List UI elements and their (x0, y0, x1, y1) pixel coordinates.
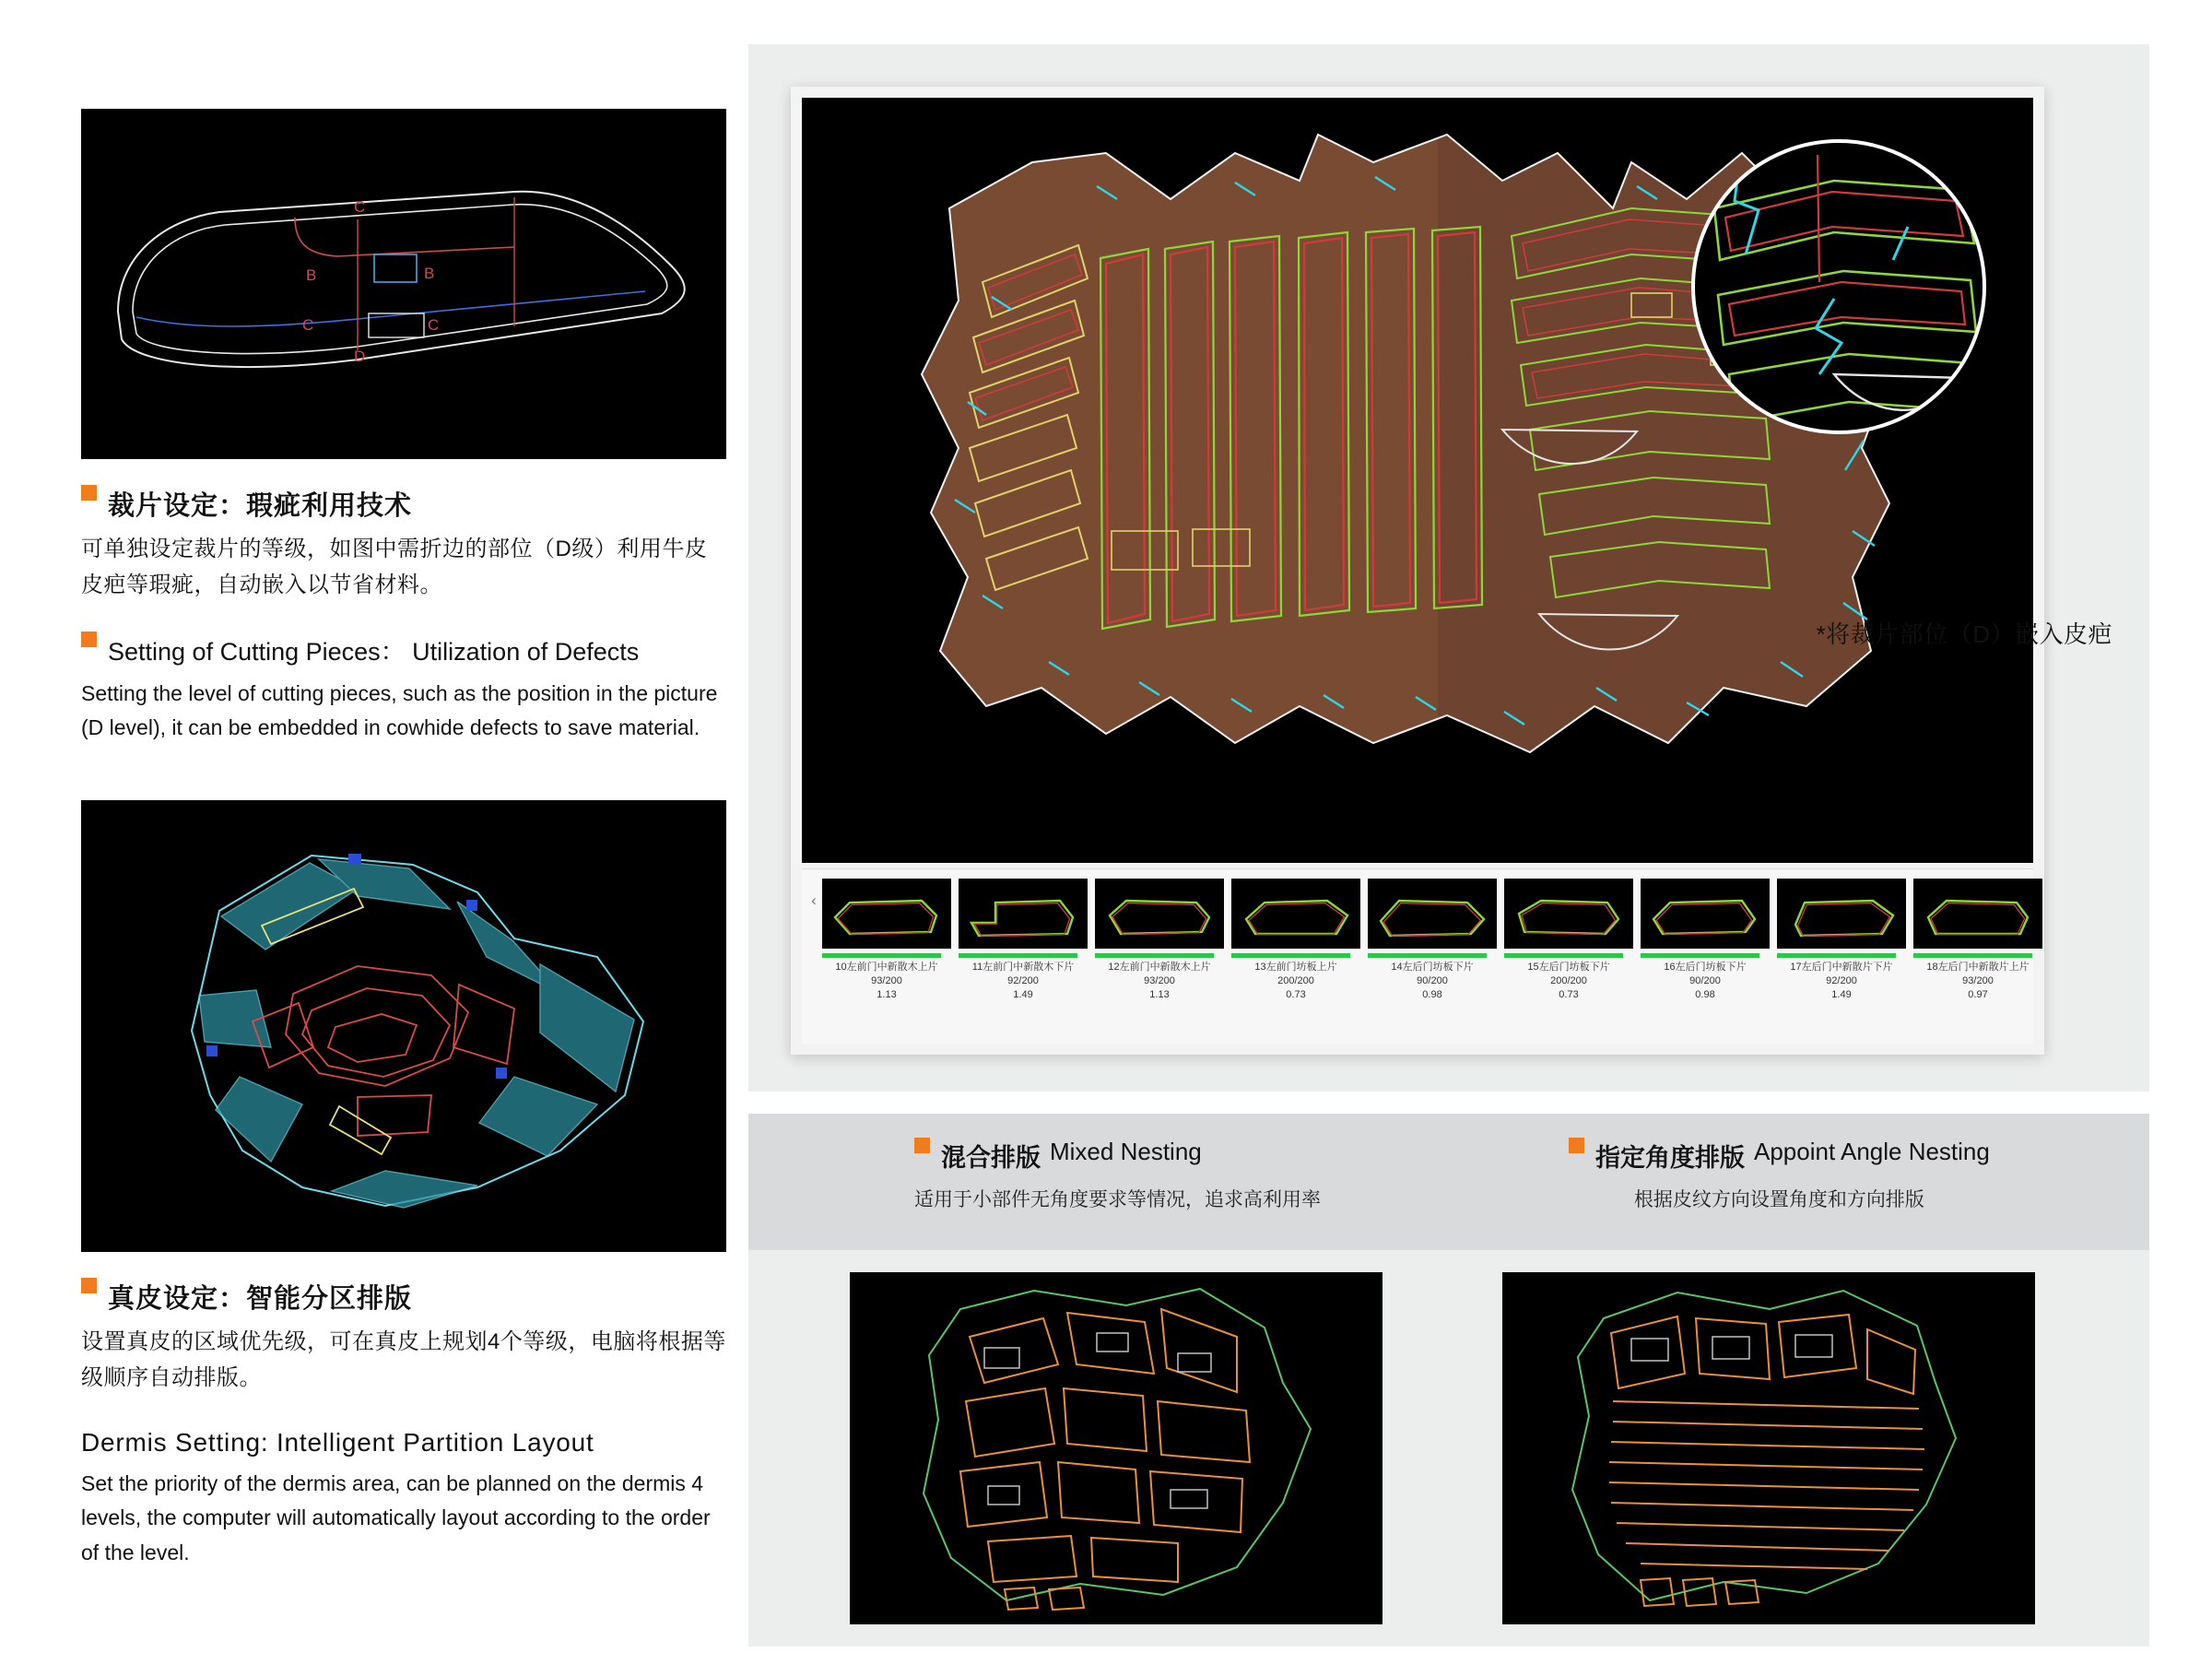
svg-text:C: C (428, 316, 440, 334)
bullet-icon (81, 485, 97, 501)
thumbnail-preview[interactable] (1641, 879, 1770, 949)
bullet-icon (81, 631, 97, 647)
thumbnail-ratio: 93/200 (1962, 974, 1994, 986)
thumbnail-progress-bar (1368, 953, 1487, 958)
nesting-main-window (791, 87, 2044, 1055)
thumbnail-preview[interactable] (1777, 879, 1906, 949)
bullet-icon (1569, 1138, 1584, 1153)
thumbnail-title: 13左前门坊板上片 (1254, 962, 1337, 973)
pieces-thumbnail-strip[interactable] (802, 868, 2033, 1045)
thumbnail-progress-bar (959, 953, 1077, 958)
angle-nesting-heading: 指定角度排版 Appoint Angle Nesting (1569, 1138, 1990, 1174)
section2-heading-en: Dermis Setting: Intelligent Partition Layout (81, 1428, 594, 1457)
thumbnail-item[interactable] (1777, 879, 1906, 1002)
thumbnail-ratio: 200/200 (1550, 974, 1587, 986)
bullet-icon (914, 1138, 930, 1153)
mixed-nesting-col (914, 1138, 1321, 1212)
mixed-nesting-preview (850, 1272, 1382, 1624)
thumbnail-item[interactable] (1641, 879, 1770, 1002)
thumbnail-value: 0.97 (1968, 988, 1988, 1000)
thumbnail-value: 0.73 (1559, 988, 1579, 1000)
thumbnail-progress-bar (1231, 953, 1350, 958)
thumbnail-caption (822, 961, 951, 1002)
thumbnail-list (822, 879, 2042, 1002)
thumbnail-progress-bar (822, 953, 941, 958)
thumbnail-ratio: 92/200 (1826, 974, 1857, 986)
thumbnail-title: 18左后门中新散片上片 (1926, 962, 2030, 973)
thumbnail-title: 17左后门中新散片下片 (1790, 962, 1893, 973)
thumbnail-caption (1504, 961, 1633, 1002)
nesting-mode-band (748, 1114, 2149, 1250)
thumbnail-caption (959, 961, 1088, 1002)
thumbnail-progress-bar (1095, 953, 1214, 958)
thumbnail-title: 15左后门坊板下片 (1527, 962, 1610, 973)
nesting-app-card (748, 44, 2149, 1092)
thumbnail-title: 11左前门中新散木下片 (971, 962, 1075, 973)
thumbnail-caption (1095, 961, 1224, 1002)
svg-text:B: B (424, 265, 435, 282)
thumbnail-preview[interactable] (1368, 879, 1497, 949)
section2-body-en: Set the priority of the dermis area, can be planned on the dermis 4 levels, the computer will automatically layout according to the order of the level. (81, 1471, 711, 1564)
thumbnail-value: 0.98 (1422, 988, 1442, 1000)
thumbnail-title: 10左前门中新散木上片 (835, 962, 938, 973)
thumbnail-item[interactable] (1913, 879, 2042, 1002)
thumbnail-ratio: 93/200 (1144, 974, 1175, 986)
svg-text:C: C (302, 316, 314, 334)
section1-body-cn: 可单独设定裁片的等级，如图中需折边的部位（D级）利用牛皮皮疤等瑕疵，自动嵌入以节省材料。 (81, 537, 708, 597)
thumbnail-preview[interactable] (822, 879, 951, 949)
nesting-canvas[interactable] (802, 98, 2033, 863)
thumbnail-preview[interactable] (1231, 879, 1360, 949)
thumbnail-progress-bar (1641, 953, 1759, 958)
bottom-previews (748, 1250, 2149, 1646)
thumbnail-item[interactable] (1231, 879, 1360, 1002)
section-cutting-pieces (81, 485, 726, 745)
thumbnail-caption (1641, 961, 1770, 1002)
thumbnail-value: 0.73 (1286, 988, 1306, 1000)
section2-body-cn: 设置真皮的区域优先级，可在真皮上规划4个等级，电脑将根据等级顺序自动排版。 (81, 1329, 726, 1391)
mixed-nesting-heading: 混合排版 Mixed Nesting (914, 1138, 1321, 1174)
angle-nesting-sub: 根据皮纹方向设置角度和方向排版 (1633, 1189, 1924, 1210)
thumbnail-preview[interactable] (1913, 879, 2042, 949)
thumbnail-caption (1368, 961, 1497, 1002)
thumbnail-caption (1231, 961, 1360, 1002)
angle-nesting-col (1569, 1138, 1990, 1212)
thumbnail-progress-bar (1913, 953, 2032, 958)
bullet-icon (81, 1278, 97, 1293)
section1-heading-en: Setting of Cutting Pieces： Utilization of Defects (81, 631, 726, 667)
lens-note: *将裁片部位（D）嵌入皮疤 (1816, 620, 2112, 648)
thumbnail-value: 1.13 (1149, 988, 1170, 1000)
mixed-nesting-sub: 适用于小部件无角度要求等情况，追求高利用率 (914, 1189, 1321, 1210)
thumbnail-value: 1.49 (1831, 988, 1852, 1000)
thumbnail-progress-bar (1777, 953, 1896, 958)
section1-body-en: Setting the level of cutting pieces, such as the position in the picture (D level), it can be embedded in cowhide defects to save material. (81, 680, 718, 739)
thumbnail-value: 1.13 (877, 988, 897, 1000)
thumbnail-ratio: 90/200 (1689, 974, 1721, 986)
svg-text:B: B (306, 266, 317, 284)
thumbnail-item[interactable] (959, 879, 1088, 1002)
cutting-piece-grade-diagram (81, 109, 726, 459)
thumbnail-progress-bar (1504, 953, 1623, 958)
section2-heading-cn: 真皮设定：智能分区排版 (81, 1278, 726, 1316)
thumbnail-ratio: 93/200 (871, 974, 902, 986)
svg-text:D: D (354, 348, 366, 365)
intelligent-partition-diagram (81, 800, 726, 1252)
thumbnail-title: 16左后门坊板下片 (1664, 962, 1747, 973)
left-column (81, 109, 726, 1570)
strip-prev-arrow[interactable]: ‹ (811, 891, 817, 909)
thumbnail-title: 14左后门坊板下片 (1391, 962, 1474, 973)
thumbnail-item[interactable] (1504, 879, 1633, 1002)
svg-text:C: C (354, 198, 366, 216)
thumbnail-value: 0.98 (1695, 988, 1715, 1000)
thumbnail-value: 1.49 (1013, 988, 1033, 1000)
section-dermis-setting (81, 1278, 726, 1570)
right-column (748, 44, 2149, 1646)
thumbnail-preview[interactable] (1095, 879, 1224, 949)
thumbnail-caption (1913, 961, 2042, 1002)
thumbnail-caption (1777, 961, 1906, 1002)
thumbnail-title: 12左前门中新散木上片 (1108, 962, 1211, 973)
appoint-angle-nesting-preview (1502, 1272, 2035, 1624)
thumbnail-item[interactable] (1095, 879, 1224, 1002)
thumbnail-ratio: 92/200 (1007, 974, 1039, 986)
thumbnail-preview[interactable] (959, 879, 1088, 949)
thumbnail-ratio: 90/200 (1417, 974, 1448, 986)
thumbnail-item[interactable] (822, 879, 951, 1002)
thumbnail-preview[interactable] (1504, 879, 1633, 949)
thumbnail-item[interactable] (1368, 879, 1497, 1002)
section1-heading-cn: 裁片设定：瑕疵利用技术 (81, 485, 726, 523)
thumbnail-ratio: 200/200 (1277, 974, 1314, 986)
